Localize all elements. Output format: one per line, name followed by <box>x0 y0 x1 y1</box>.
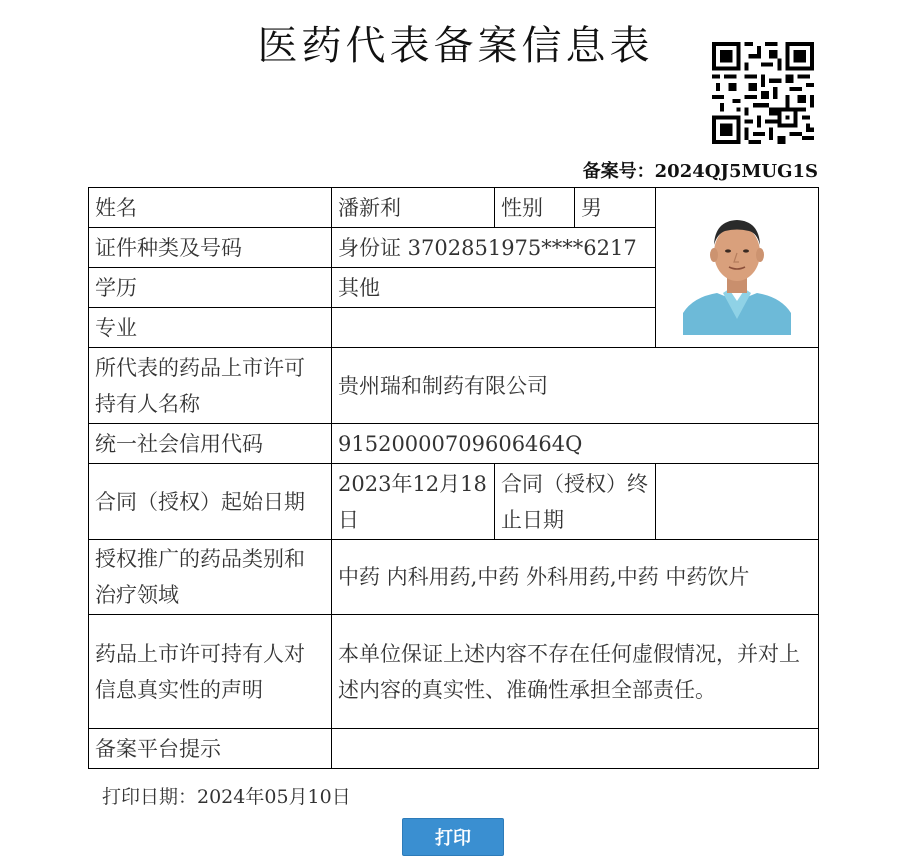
portrait-photo <box>683 201 791 335</box>
value-education: 其他 <box>332 268 656 308</box>
value-holder: 贵州瑞和制药有限公司 <box>332 348 819 424</box>
label-holder: 所代表的药品上市许可持有人名称 <box>89 348 332 424</box>
value-declaration: 本单位保证上述内容不存在任何虚假情况，并对上述内容的真实性、准确性承担全部责任。 <box>332 615 819 729</box>
label-name: 姓名 <box>89 188 332 228</box>
value-contract-start: 2023年12月18日 <box>332 464 495 540</box>
value-name: 潘新利 <box>332 188 495 228</box>
filing-number-value: 2024QJ5MUG1S <box>654 161 818 182</box>
label-credit-code: 统一社会信用代码 <box>89 424 332 464</box>
qr-code-icon <box>712 42 814 144</box>
value-gender: 男 <box>575 188 656 228</box>
label-declaration: 药品上市许可持有人对信息真实性的声明 <box>89 615 332 729</box>
label-education: 学历 <box>89 268 332 308</box>
label-contract-end: 合同（授权）终止日期 <box>495 464 656 540</box>
value-id: 身份证 3702851975****6217 <box>332 228 656 268</box>
photo-cell <box>656 188 819 348</box>
value-contract-end <box>656 464 819 540</box>
label-id: 证件种类及号码 <box>89 228 332 268</box>
filing-info-table <box>88 187 819 769</box>
value-credit-code: 91520000709606464Q <box>332 424 819 464</box>
value-major <box>332 308 656 348</box>
label-major: 专业 <box>89 308 332 348</box>
filing-number <box>583 157 818 183</box>
value-scope: 中药 内科用药,中药 外科用药,中药 中药饮片 <box>332 540 819 615</box>
label-contract-start: 合同（授权）起始日期 <box>89 464 332 540</box>
print-button[interactable]: 打印 <box>402 818 504 856</box>
label-gender: 性别 <box>495 188 575 228</box>
label-platform-note: 备案平台提示 <box>89 729 332 769</box>
page-title: 医药代表备案信息表 <box>257 23 654 69</box>
label-scope: 授权推广的药品类别和治疗领域 <box>89 540 332 615</box>
filing-number-label: 备案号： <box>582 161 655 182</box>
value-platform-note <box>332 729 819 769</box>
print-date: 打印日期：2024年05月10日 <box>102 786 351 808</box>
